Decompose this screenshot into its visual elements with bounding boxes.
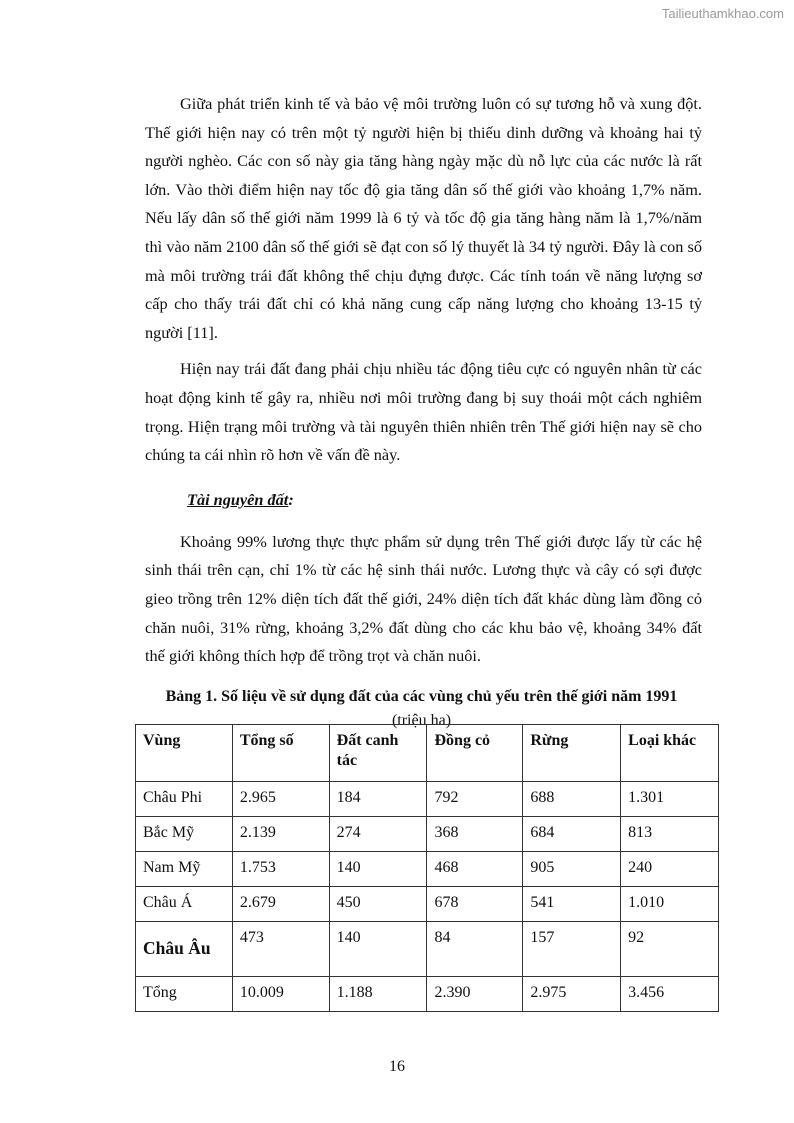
table-row — [136, 887, 719, 922]
cell-arable: 450 — [329, 887, 427, 922]
cell-other: 1.301 — [621, 782, 719, 817]
cell-arable: 1.188 — [329, 977, 427, 1012]
cell-forest: 2.975 — [523, 977, 621, 1012]
table-header-row — [136, 725, 719, 782]
cell-total: 2.965 — [232, 782, 329, 817]
cell-pasture: 2.390 — [427, 977, 523, 1012]
table-row-total — [136, 977, 719, 1012]
cell-region: Châu Phi — [136, 782, 233, 817]
header-forest: Rừng — [523, 725, 621, 782]
cell-region: Bắc Mỹ — [136, 817, 233, 852]
section-heading-colon: : — [288, 489, 294, 509]
cell-total: 1.753 — [232, 852, 329, 887]
watermark: Tailieuthamkhao.com — [661, 6, 784, 21]
cell-forest: 684 — [523, 817, 621, 852]
table-row — [136, 922, 719, 977]
header-other: Loại khác — [621, 725, 719, 782]
paragraph-intro: Giữa phát triển kinh tế và bảo vệ môi trường luôn có sự tương hỗ và xung đột. Thế giới hiện nay có trên một tỷ người hiện bị thiếu dinh dưỡng và khoảng hai tỷ người nghèo. Các con số này gia tăng hàng ngày mặc dù nỗ lực của các nước là rất lớn. Vào thời điểm hiện nay tốc độ gia tăng dân số thế giới vào khoảng 1,7% năm. Nếu lấy dân số thế giới năm 1999 là 6 tỷ và tốc độ gia tăng hàng năm là 1,7%/năm thì vào năm 2100 dân số thế giới sẽ đạt con số lý thuyết là 34 tỷ người. Đây là con số mà môi trường trái đất không thể chịu đựng được. Các tính toán về năng lượng sơ cấp cho thấy trái đất chỉ có khả năng cung cấp năng lượng cho khoảng 13-15 tỷ người [11]. — [145, 94, 702, 342]
header-total: Tổng số — [232, 725, 329, 782]
cell-arable: 140 — [329, 852, 427, 887]
cell-other: 240 — [621, 852, 719, 887]
header-arable: Đất canh tác — [329, 725, 427, 782]
header-pasture: Đồng cỏ — [427, 725, 523, 782]
cell-region: Nam Mỹ — [136, 852, 233, 887]
cell-other: 813 — [621, 817, 719, 852]
cell-total: 10.009 — [232, 977, 329, 1012]
cell-other: 3.456 — [621, 977, 719, 1012]
cell-region: Châu Á — [136, 887, 233, 922]
cell-pasture: 678 — [427, 887, 523, 922]
paragraph-land: Khoảng 99% lương thực thực phẩm sử dụng trên Thế giới được lấy từ các hệ sinh thái trên cạn, chỉ 1% từ các hệ sinh thái nước. Lương thực và cây có sợi được gieo trồng trên 12% diện tích đất thế giới, 24% diện tích đất khác dùng làm đồng cỏ chăn nuôi, 31% rừng, khoảng 3,2% đất dùng cho các khu bảo vệ, khoảng 34% đất thế giới không thích hợp để trồng trọt và chăn nuôi. — [145, 531, 702, 666]
cell-arable: 274 — [329, 817, 427, 852]
cell-pasture: 468 — [427, 852, 523, 887]
cell-pasture: 84 — [427, 922, 523, 977]
cell-arable: 140 — [329, 922, 427, 977]
cell-forest: 541 — [523, 887, 621, 922]
cell-forest: 905 — [523, 852, 621, 887]
cell-other: 92 — [621, 922, 719, 977]
table-caption: Bảng 1. Số liệu về sử dụng đất của các vùng chủ yếu trên thế giới năm 1991 — [165, 687, 678, 705]
cell-total: 2.139 — [232, 817, 329, 852]
cell-forest: 688 — [523, 782, 621, 817]
cell-other: 1.010 — [621, 887, 719, 922]
table-row — [136, 817, 719, 852]
cell-pasture: 792 — [427, 782, 523, 817]
table-row — [136, 782, 719, 817]
cell-pasture: 368 — [427, 817, 523, 852]
section-heading-text: Tài nguyên đất — [187, 489, 289, 509]
cell-region: Tổng — [136, 977, 233, 1012]
cell-total: 2.679 — [232, 887, 329, 922]
table-unit: (triệu ha) — [391, 711, 452, 729]
cell-forest: 157 — [523, 922, 621, 977]
paragraph-current-state: Hiện nay trái đất đang phải chịu nhiều tác động tiêu cực có nguyên nhân từ các hoạt động kinh tế gây ra, nhiều nơi môi trường đang bị suy thoái một cách nghiêm trọng. Hiện trạng môi trường và tài nguyên thiên nhiên trên Thế giới hiện nay sẽ cho chúng ta cái nhìn rõ hơn về vấn đề này. — [145, 359, 702, 465]
header-region: Vùng — [136, 725, 233, 782]
section-heading-land-resources — [187, 490, 702, 510]
cell-arable: 184 — [329, 782, 427, 817]
table-row — [136, 852, 719, 887]
page-number: 16 — [389, 1058, 405, 1075]
cell-total: 473 — [232, 922, 329, 977]
document-body — [145, 90, 702, 753]
land-use-table — [135, 724, 719, 1012]
cell-region — [136, 922, 233, 977]
cell-region-label: Châu Âu — [143, 938, 211, 958]
